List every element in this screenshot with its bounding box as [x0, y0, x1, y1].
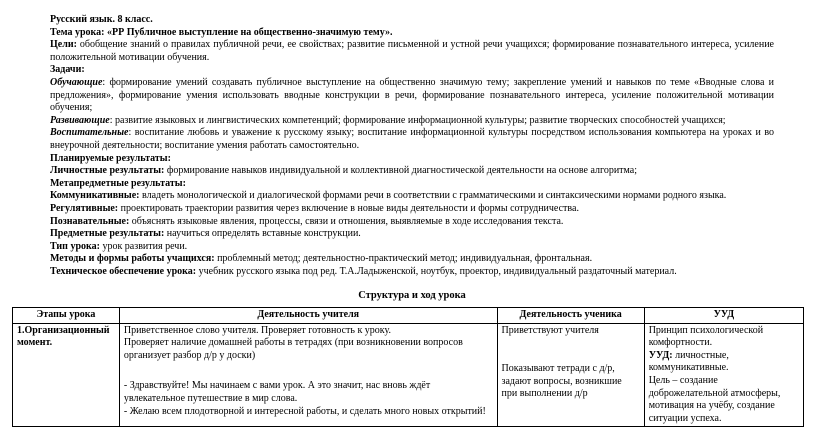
teacher-cell: Приветственное слово учителя. Проверяет готовность к уроку. Проверяет наличие домашней работы в тетрадях (при возникновении вопросов организует разбор д/р у доски) - Здравствуйте! Мы начинаем с вами урок. А это значит, нас вновь ждёт увлекательное путешествие в мир слова. - Желаю всем плодотворной и интересной работы, и сделать много новых открытий! [119, 323, 497, 427]
methods: Методы и формы работы учащихся: проблемный метод; деятельностно-практический метод; индивидуальная, фронтальная. [50, 253, 593, 265]
stage-cell: 1.Организационный момент. [13, 323, 120, 427]
subject-line: Русский язык. 8 класс. [50, 14, 153, 25]
teaching-tasks: Обучающие: формирование умений создавать публичное выступление на общественно значимую тему; закрепление умений и навыков по теме «Вводные слова и предложения», формирование умения использовать вводные конструкции в речи, формирование познавательного интереса, усиление положительной мотивации обучения; [50, 76, 774, 114]
educating-tasks: Воспитательные: воспитание любовь и уважение к русскому языку; воспитание информационной культуры посредством использования компьютера на уроках и во внеурочной деятельности; воспитание умения работать самостоятельно. [50, 127, 774, 151]
equipment: Техническое обеспечение урока: учебник русского языка под ред. Т.А.Ладыженской, ноутбук, проектор, индивидуальный раздаточный материал. [50, 265, 677, 277]
student-cell: Приветствуют учителя Показывают тетради с д/р, задают вопросы, возникшие при выполнении д/р [497, 323, 644, 427]
header-student: Деятельность ученика [497, 308, 644, 324]
developing-tasks: Развивающие: развитие языковых и лингвистических компетенций; формирование информационной культуры; развитие творческих способностей учащихся; [50, 114, 726, 126]
lesson-structure-table [12, 307, 804, 427]
header-stages: Этапы урока [13, 308, 120, 324]
header-teacher: Деятельность учителя [119, 308, 497, 324]
uud-cell: Принцип психологической комфортности. УУД: личностные, коммуникативные. Цель – создание доброжелательной атмосферы, мотивация на учёбу, создание ситуации успеха. [644, 323, 803, 427]
planned-heading: Планируемые результаты: [50, 152, 171, 164]
regulative-results: Регулятивные: проектировать траектории развития через включение в новые виды деятельности и формы сотрудничества. [50, 202, 579, 214]
personal-results: Личностные результаты: формирование навыков индивидуальной и коллективной диагностической деятельности на основе алгоритма; [50, 165, 638, 177]
table-row [13, 323, 804, 427]
subject-results: Предметные результаты: научиться определять вставные конструкции. [50, 228, 361, 240]
communicative-results: Коммуникативные: владеть монологической и диалогической формами речи в соответствии с грамматическими и синтаксическими нормами родного языка. [50, 190, 727, 202]
meta-heading: Метапредметные результаты: [50, 177, 186, 189]
lesson-type: Тип урока: урок развития речи. [50, 240, 188, 252]
header-uud: УУД [644, 308, 803, 324]
section-title: Структура и ход урока [358, 290, 466, 302]
tasks-heading: Задачи: [50, 64, 85, 76]
topic-line: Тема урока: «РР Публичное выступление на общественно-значимую тему». [50, 26, 393, 38]
table-header-row [13, 308, 804, 324]
goals-line: Цели: обобщение знаний о правилах публичной речи, ее свойствах; развитие письменной и устной речи учащихся; формирование познавательного интереса, усиление положительной мотивации обучения. [50, 39, 774, 63]
lesson-plan [50, 14, 774, 312]
cognitive-results: Познавательные: объяснять языковые явления, процессы, связи и отношения, выявляемые в ходе исследования текста. [50, 215, 564, 227]
